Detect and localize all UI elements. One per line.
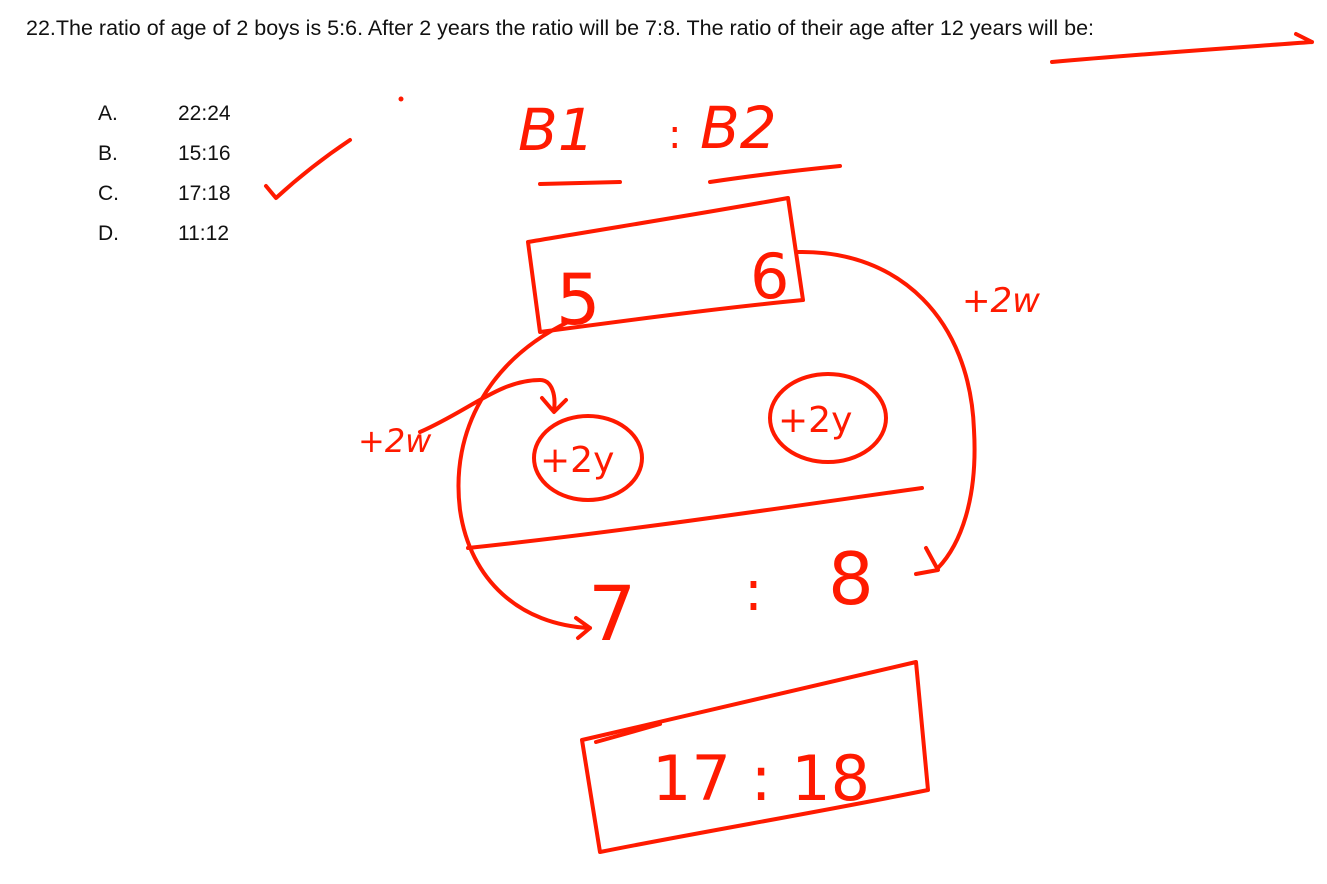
option-value: 11:12 — [178, 222, 229, 245]
stray-dot — [399, 97, 404, 102]
options-list — [98, 94, 268, 254]
option-value: 15:16 — [178, 142, 231, 165]
after-colon: : — [744, 559, 763, 624]
left-label-arrow — [420, 380, 566, 432]
initial-right-value: 6 — [750, 240, 790, 313]
option-letter: A. — [98, 102, 118, 125]
circle-right — [770, 374, 886, 462]
option-letter: B. — [98, 142, 118, 165]
checkmark-icon — [266, 140, 350, 198]
left-arrow-label: +2w — [358, 422, 432, 460]
option-d[interactable] — [98, 214, 268, 254]
header-colon: : — [668, 112, 682, 158]
option-value: 22:24 — [178, 102, 231, 125]
answer-box — [582, 662, 928, 852]
answer-box-tick — [596, 724, 660, 742]
option-b[interactable] — [98, 134, 268, 174]
option-value: 17:18 — [178, 182, 231, 205]
left-loop-arrow — [458, 322, 590, 638]
option-a[interactable] — [98, 94, 268, 134]
initial-ratio-box — [528, 198, 803, 332]
circle-left — [534, 416, 642, 500]
after-left-value: 7 — [588, 569, 637, 658]
circle-left-text: +2y — [540, 440, 615, 481]
answer-text: 17 : 18 — [652, 742, 871, 815]
header-underline-left — [540, 182, 620, 184]
divider-line — [468, 488, 922, 548]
option-c[interactable] — [98, 174, 268, 214]
circle-right-text: +2y — [778, 400, 853, 441]
right-arrow — [798, 252, 975, 574]
header-left: B1 — [518, 96, 595, 164]
right-arrow-label: +2w — [962, 281, 1040, 321]
header-underline-right — [710, 166, 840, 182]
option-letter: C. — [98, 182, 119, 205]
initial-left-value: 5 — [556, 259, 601, 341]
header-right: B2 — [700, 94, 777, 162]
option-letter: D. — [98, 222, 119, 245]
after-right-value: 8 — [828, 537, 874, 621]
question-text: 22.The ratio of age of 2 boys is 5:6. After 2 years the ratio will be 7:8. The ratio of their age after 12 years will be: — [26, 16, 1095, 40]
